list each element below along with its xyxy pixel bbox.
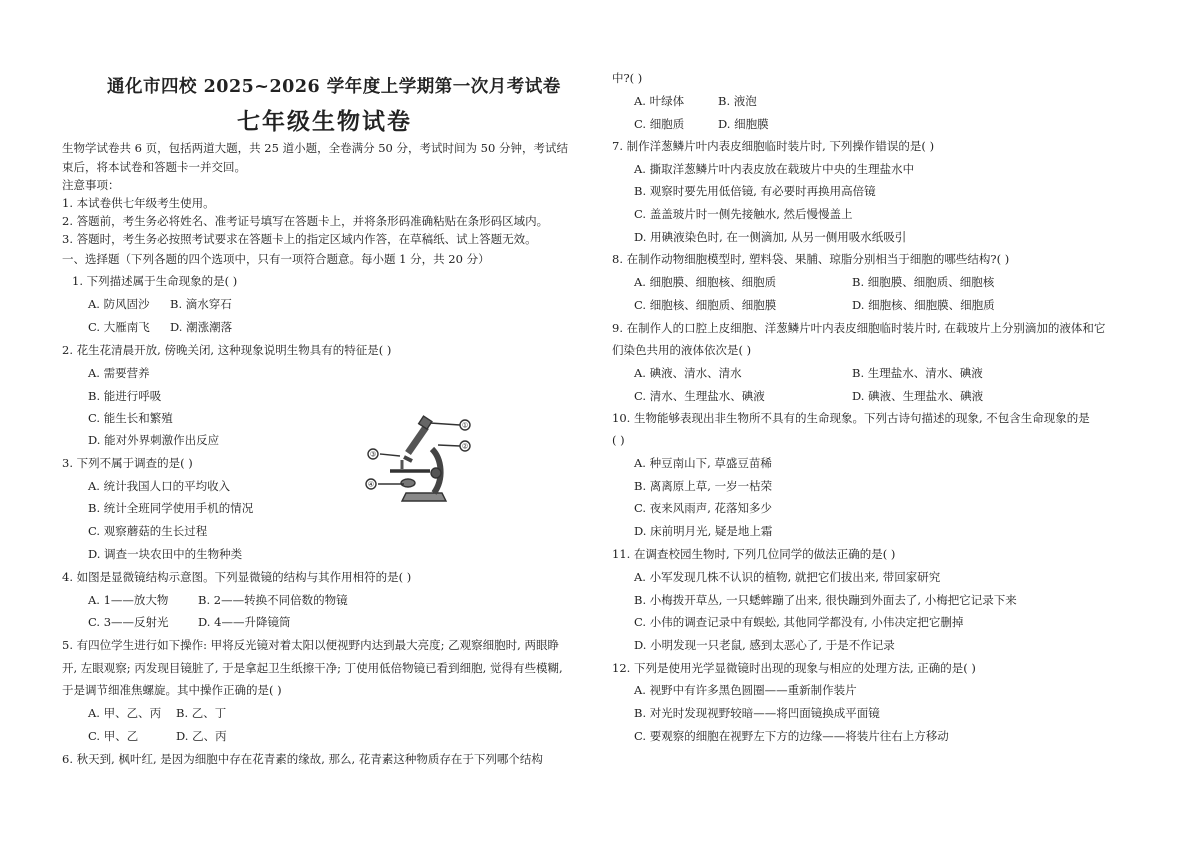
option-b: B. 细胞膜、细胞质、细胞核 bbox=[852, 275, 995, 289]
option-a: A. 统计我国人口的平均收入 bbox=[88, 479, 231, 493]
notice-heading: 注意事项： bbox=[62, 178, 120, 192]
option-a: A. 撕取洋葱鳞片叶内表皮放在载玻片中央的生理盐水中 bbox=[634, 162, 915, 176]
option-c: C. 夜来风雨声, 花落知多少 bbox=[634, 501, 773, 515]
question-stem: 1. 下列描述属于生命现象的是( ) bbox=[72, 274, 238, 288]
option-b: B. 对光时发现视野较暗——将凹面镜换成平面镜 bbox=[634, 706, 880, 720]
question-stem: 9. 在制作人的口腔上皮细胞、洋葱鳞片叶内表皮细胞临时装片时, 在载玻片上分别滴加的液体和它 bbox=[612, 321, 1106, 335]
option-d: D. 乙、丙 bbox=[176, 729, 227, 743]
option-b: B. 离离原上草, 一岁一枯荣 bbox=[634, 479, 773, 493]
option-a: A. 碘液、清水、清水 bbox=[634, 366, 742, 380]
option-d: D. 能对外界刺激作出反应 bbox=[88, 433, 220, 447]
section-heading: 一、选择题（下列各题的四个选项中，只有一项符合题意。每小题 1 分，共 20 分） bbox=[62, 252, 490, 266]
question-stem: 中?( ) bbox=[612, 71, 643, 85]
option-b: B. 能进行呼吸 bbox=[88, 389, 162, 403]
option-c: C. 甲、乙 bbox=[88, 729, 139, 743]
intro-line: 生物学试卷共 6 页，包括两道大题，共 25 道小题，全卷满分 50 分，考试时间为 50 分钟，考试结 bbox=[62, 141, 568, 155]
question-stem: 12. 下列是使用光学显微镜时出现的现象与相应的处理方法, 正确的是( ) bbox=[612, 661, 976, 675]
question-stem: 5. 有四位学生进行如下操作: 甲将反光镜对着太阳以便视野内达到最大亮度; 乙观察细胞时, 两眼睁 bbox=[62, 638, 559, 652]
option-c: C. 小伟的调查记录中有蜈蚣, 其他同学都没有, 小伟决定把它删掉 bbox=[634, 615, 964, 629]
option-c: C. 能生长和繁殖 bbox=[88, 411, 173, 425]
option-a: A. 种豆南山下, 草盛豆苗稀 bbox=[634, 456, 772, 470]
notice-item: 2. 答题前，考生务必将姓名、准考证号填写在答题卡上，并将条形码准确粘贴在条形码区域内。 bbox=[62, 214, 549, 228]
figure-label-3: ③ bbox=[369, 450, 377, 459]
option-d: D. 调查一块农田中的生物种类 bbox=[88, 547, 243, 561]
option-b: B. 乙、丁 bbox=[176, 706, 227, 720]
figure-label-1: ① bbox=[461, 421, 469, 430]
option-c: C. 3——反射光 bbox=[88, 615, 169, 629]
option-b: B. 小梅拨开草丛, 一只蟋蟀蹦了出来, 很快蹦到外面去了, 小梅把它记录下来 bbox=[634, 593, 1017, 607]
option-d: D. 细胞膜 bbox=[718, 117, 769, 131]
option-d: D. 潮涨潮落 bbox=[170, 320, 233, 334]
option-a: A. 细胞膜、细胞核、细胞质 bbox=[634, 275, 777, 289]
option-d: D. 细胞核、细胞膜、细胞质 bbox=[852, 298, 995, 312]
question-stem: 于是调节细准焦螺旋。其中操作正确的是( ) bbox=[62, 683, 282, 697]
option-b: B. 滴水穿石 bbox=[170, 297, 232, 311]
option-b: B. 2——转换不同倍数的物镜 bbox=[198, 593, 348, 607]
microscope-figure bbox=[360, 415, 480, 507]
exam-title: 通化市四校 2025~2026 学年度上学期第一次月考试卷 bbox=[107, 77, 561, 97]
question-stem: 6. 秋天到, 枫叶红, 是因为细胞中存在花青素的缘故, 那么, 花青素这种物质存在于下列哪个结构 bbox=[62, 752, 543, 766]
question-stem: 开, 左眼观察; 丙发现目镜脏了, 于是拿起卫生纸擦干净; 丁使用低倍物镜已看到细胞, 觉得有些模糊, bbox=[62, 661, 563, 675]
option-d: D. 碘液、生理盐水、碘液 bbox=[852, 389, 984, 403]
option-b: B. 观察时要先用低倍镜, 有必要时再换用高倍镜 bbox=[634, 184, 876, 198]
exam-subtitle: 七年级生物试卷 bbox=[237, 108, 412, 135]
option-c: C. 清水、生理盐水、碘液 bbox=[634, 389, 765, 403]
option-a: A. 视野中有许多黑色圆圈——重新制作装片 bbox=[634, 683, 857, 697]
figure-label-4: ④ bbox=[367, 480, 375, 489]
option-d: D. 小明发现一只老鼠, 感到太恶心了, 于是不作记录 bbox=[634, 638, 895, 652]
question-stem: 7. 制作洋葱鳞片叶内表皮细胞临时装片时, 下列操作错误的是( ) bbox=[612, 139, 935, 153]
notice-item: 3. 答题时，考生务必按照考试要求在答题卡上的指定区域内作答，在草稿纸、试上答题无效。 bbox=[62, 232, 537, 246]
option-c: C. 细胞质 bbox=[634, 117, 685, 131]
question-stem: 10. 生物能够表现出非生物所不具有的生命现象。下列古诗句描述的现象, 不包含生命现象的是 bbox=[612, 411, 1090, 425]
option-a: A. 防风固沙 bbox=[88, 297, 150, 311]
question-stem: 们染色共用的液体依次是( ) bbox=[612, 343, 752, 357]
option-a: A. 1——放大物 bbox=[88, 593, 169, 607]
option-c: C. 要观察的细胞在视野左下方的边缘——将装片往右上方移动 bbox=[634, 729, 949, 743]
notice-item: 1. 本试卷供七年级考生使用。 bbox=[62, 196, 215, 210]
option-a: A. 叶绿体 bbox=[634, 94, 685, 108]
question-stem: 4. 如图是显微镜结构示意图。下列显微镜的结构与其作用相符的是( ) bbox=[62, 570, 412, 584]
intro-line: 束后，将本试卷和答题卡一并交回。 bbox=[62, 160, 246, 174]
question-stem: ( ) bbox=[612, 433, 625, 447]
option-a: A. 需要营养 bbox=[88, 366, 150, 380]
option-b: B. 生理盐水、清水、碘液 bbox=[852, 366, 983, 380]
question-stem: 3. 下列不属于调查的是( ) bbox=[62, 456, 193, 470]
option-b: B. 统计全班同学使用手机的情况 bbox=[88, 501, 254, 515]
option-c: C. 细胞核、细胞质、细胞膜 bbox=[634, 298, 777, 312]
option-b: B. 液泡 bbox=[718, 94, 757, 108]
option-c: C. 观察蘑菇的生长过程 bbox=[88, 524, 208, 538]
option-c: C. 盖盖玻片时一侧先接触水, 然后慢慢盖上 bbox=[634, 207, 853, 221]
option-d: D. 4——升降镜筒 bbox=[198, 615, 291, 629]
question-stem: 2. 花生花清晨开放, 傍晚关闭, 这种现象说明生物具有的特征是( ) bbox=[62, 343, 392, 357]
option-c: C. 大雁南飞 bbox=[88, 320, 150, 334]
option-a: A. 小军发现几株不认识的植物, 就把它们拔出来, 带回家研究 bbox=[634, 570, 941, 584]
question-stem: 8. 在制作动物细胞模型时, 塑料袋、果脯、琼脂分别相当于细胞的哪些结构?( ) bbox=[612, 252, 1010, 266]
option-d: D. 用碘液染色时, 在一侧滴加, 从另一侧用吸水纸吸引 bbox=[634, 230, 907, 244]
question-stem: 11. 在调查校园生物时, 下列几位同学的做法正确的是( ) bbox=[612, 547, 896, 561]
option-d: D. 床前明月光, 疑是地上霜 bbox=[634, 524, 773, 538]
figure-label-2: ② bbox=[461, 442, 469, 451]
option-a: A. 甲、乙、丙 bbox=[88, 706, 162, 720]
